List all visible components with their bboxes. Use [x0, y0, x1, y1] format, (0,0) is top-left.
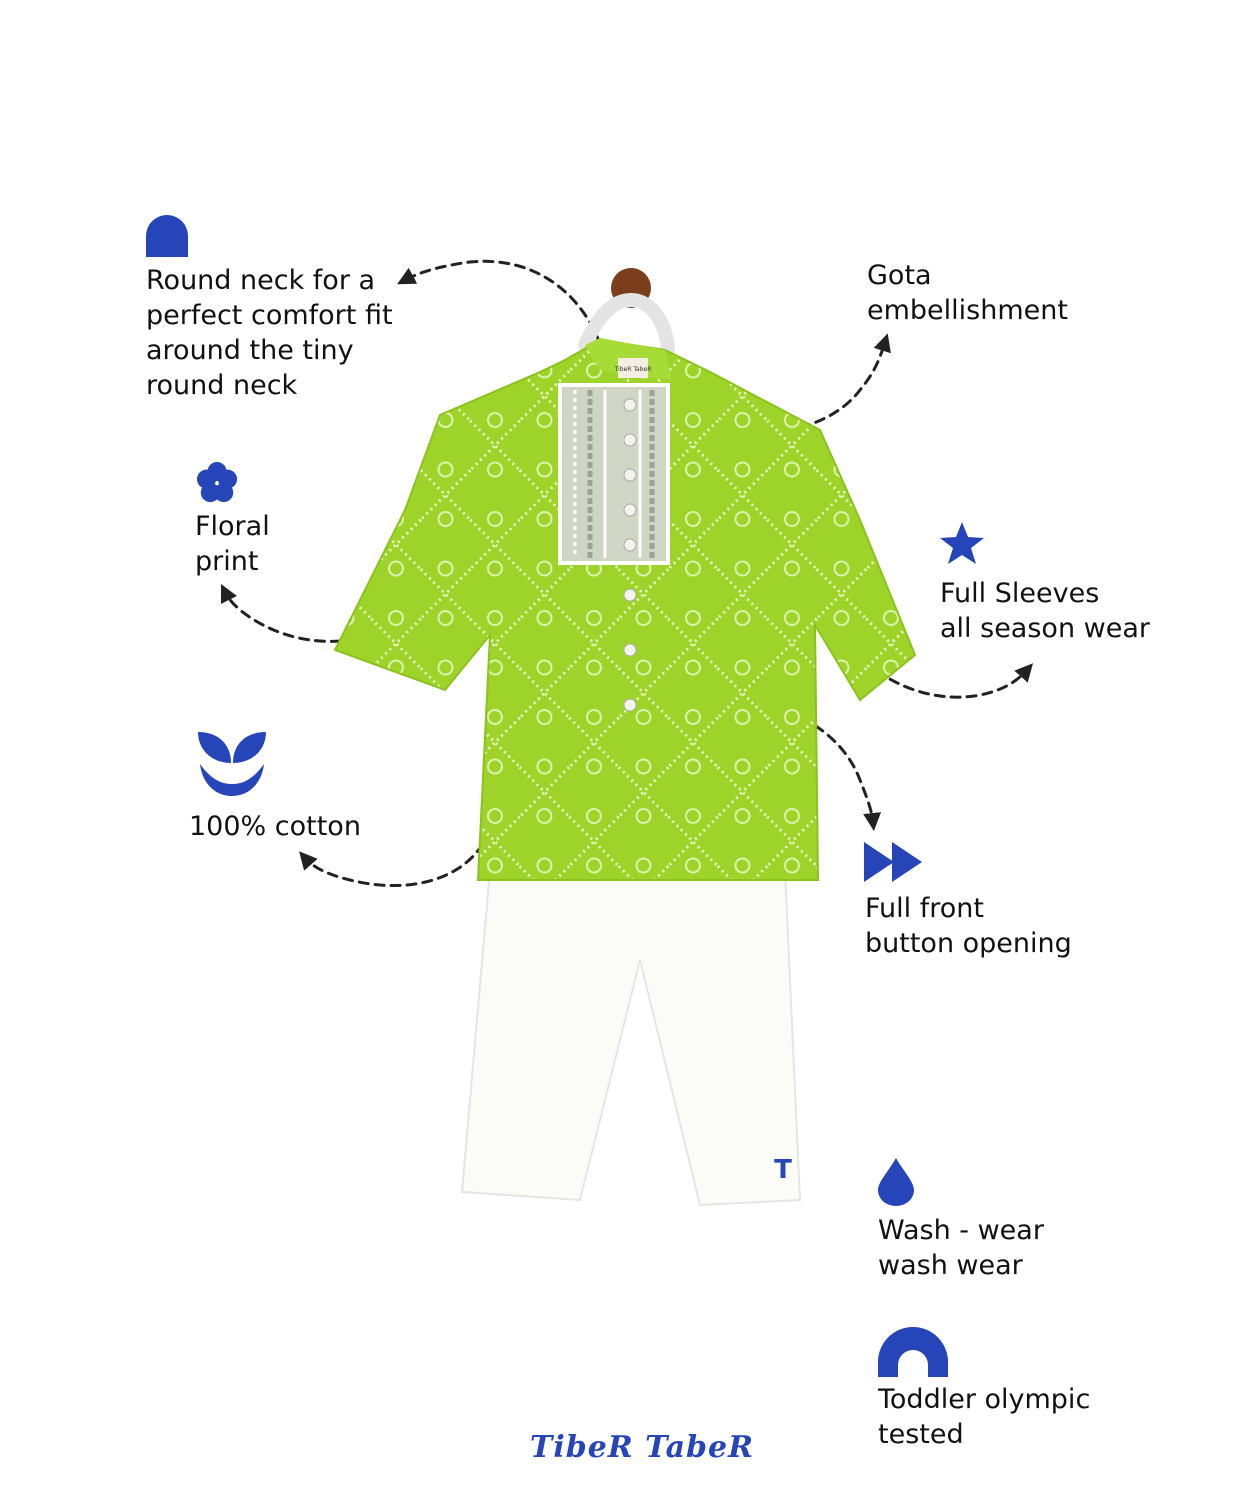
pants	[462, 870, 800, 1205]
leaf-icon	[198, 730, 266, 800]
feature-round-neck: Round neck for a perfect comfort fit around the tiny round neck	[146, 265, 393, 402]
feature-floral: Floral print	[195, 511, 270, 578]
feature-gota: Gota embellishment	[867, 260, 1068, 327]
pant-logo: T	[774, 1155, 792, 1185]
feature-sleeves: Full Sleeves all season wear	[940, 578, 1150, 645]
hanger	[585, 268, 668, 348]
arch-icon	[878, 1327, 948, 1381]
kurta	[335, 338, 915, 880]
drop-half-icon	[146, 215, 190, 261]
feature-cotton: 100% cotton	[189, 811, 361, 842]
water-drop-icon	[878, 1158, 914, 1210]
star-icon	[940, 522, 984, 568]
fast-forward-icon	[864, 842, 924, 886]
svg-text:TibeR TabeR: TibeR TabeR	[614, 366, 652, 373]
feature-button: Full front button opening	[865, 893, 1072, 960]
feature-toddler: Toddler olympic tested	[878, 1384, 1091, 1451]
flower-icon	[195, 462, 239, 508]
feature-wash: Wash - wear wash wear	[878, 1215, 1044, 1282]
brand-logo: TibeR TabeR	[530, 1430, 755, 1465]
